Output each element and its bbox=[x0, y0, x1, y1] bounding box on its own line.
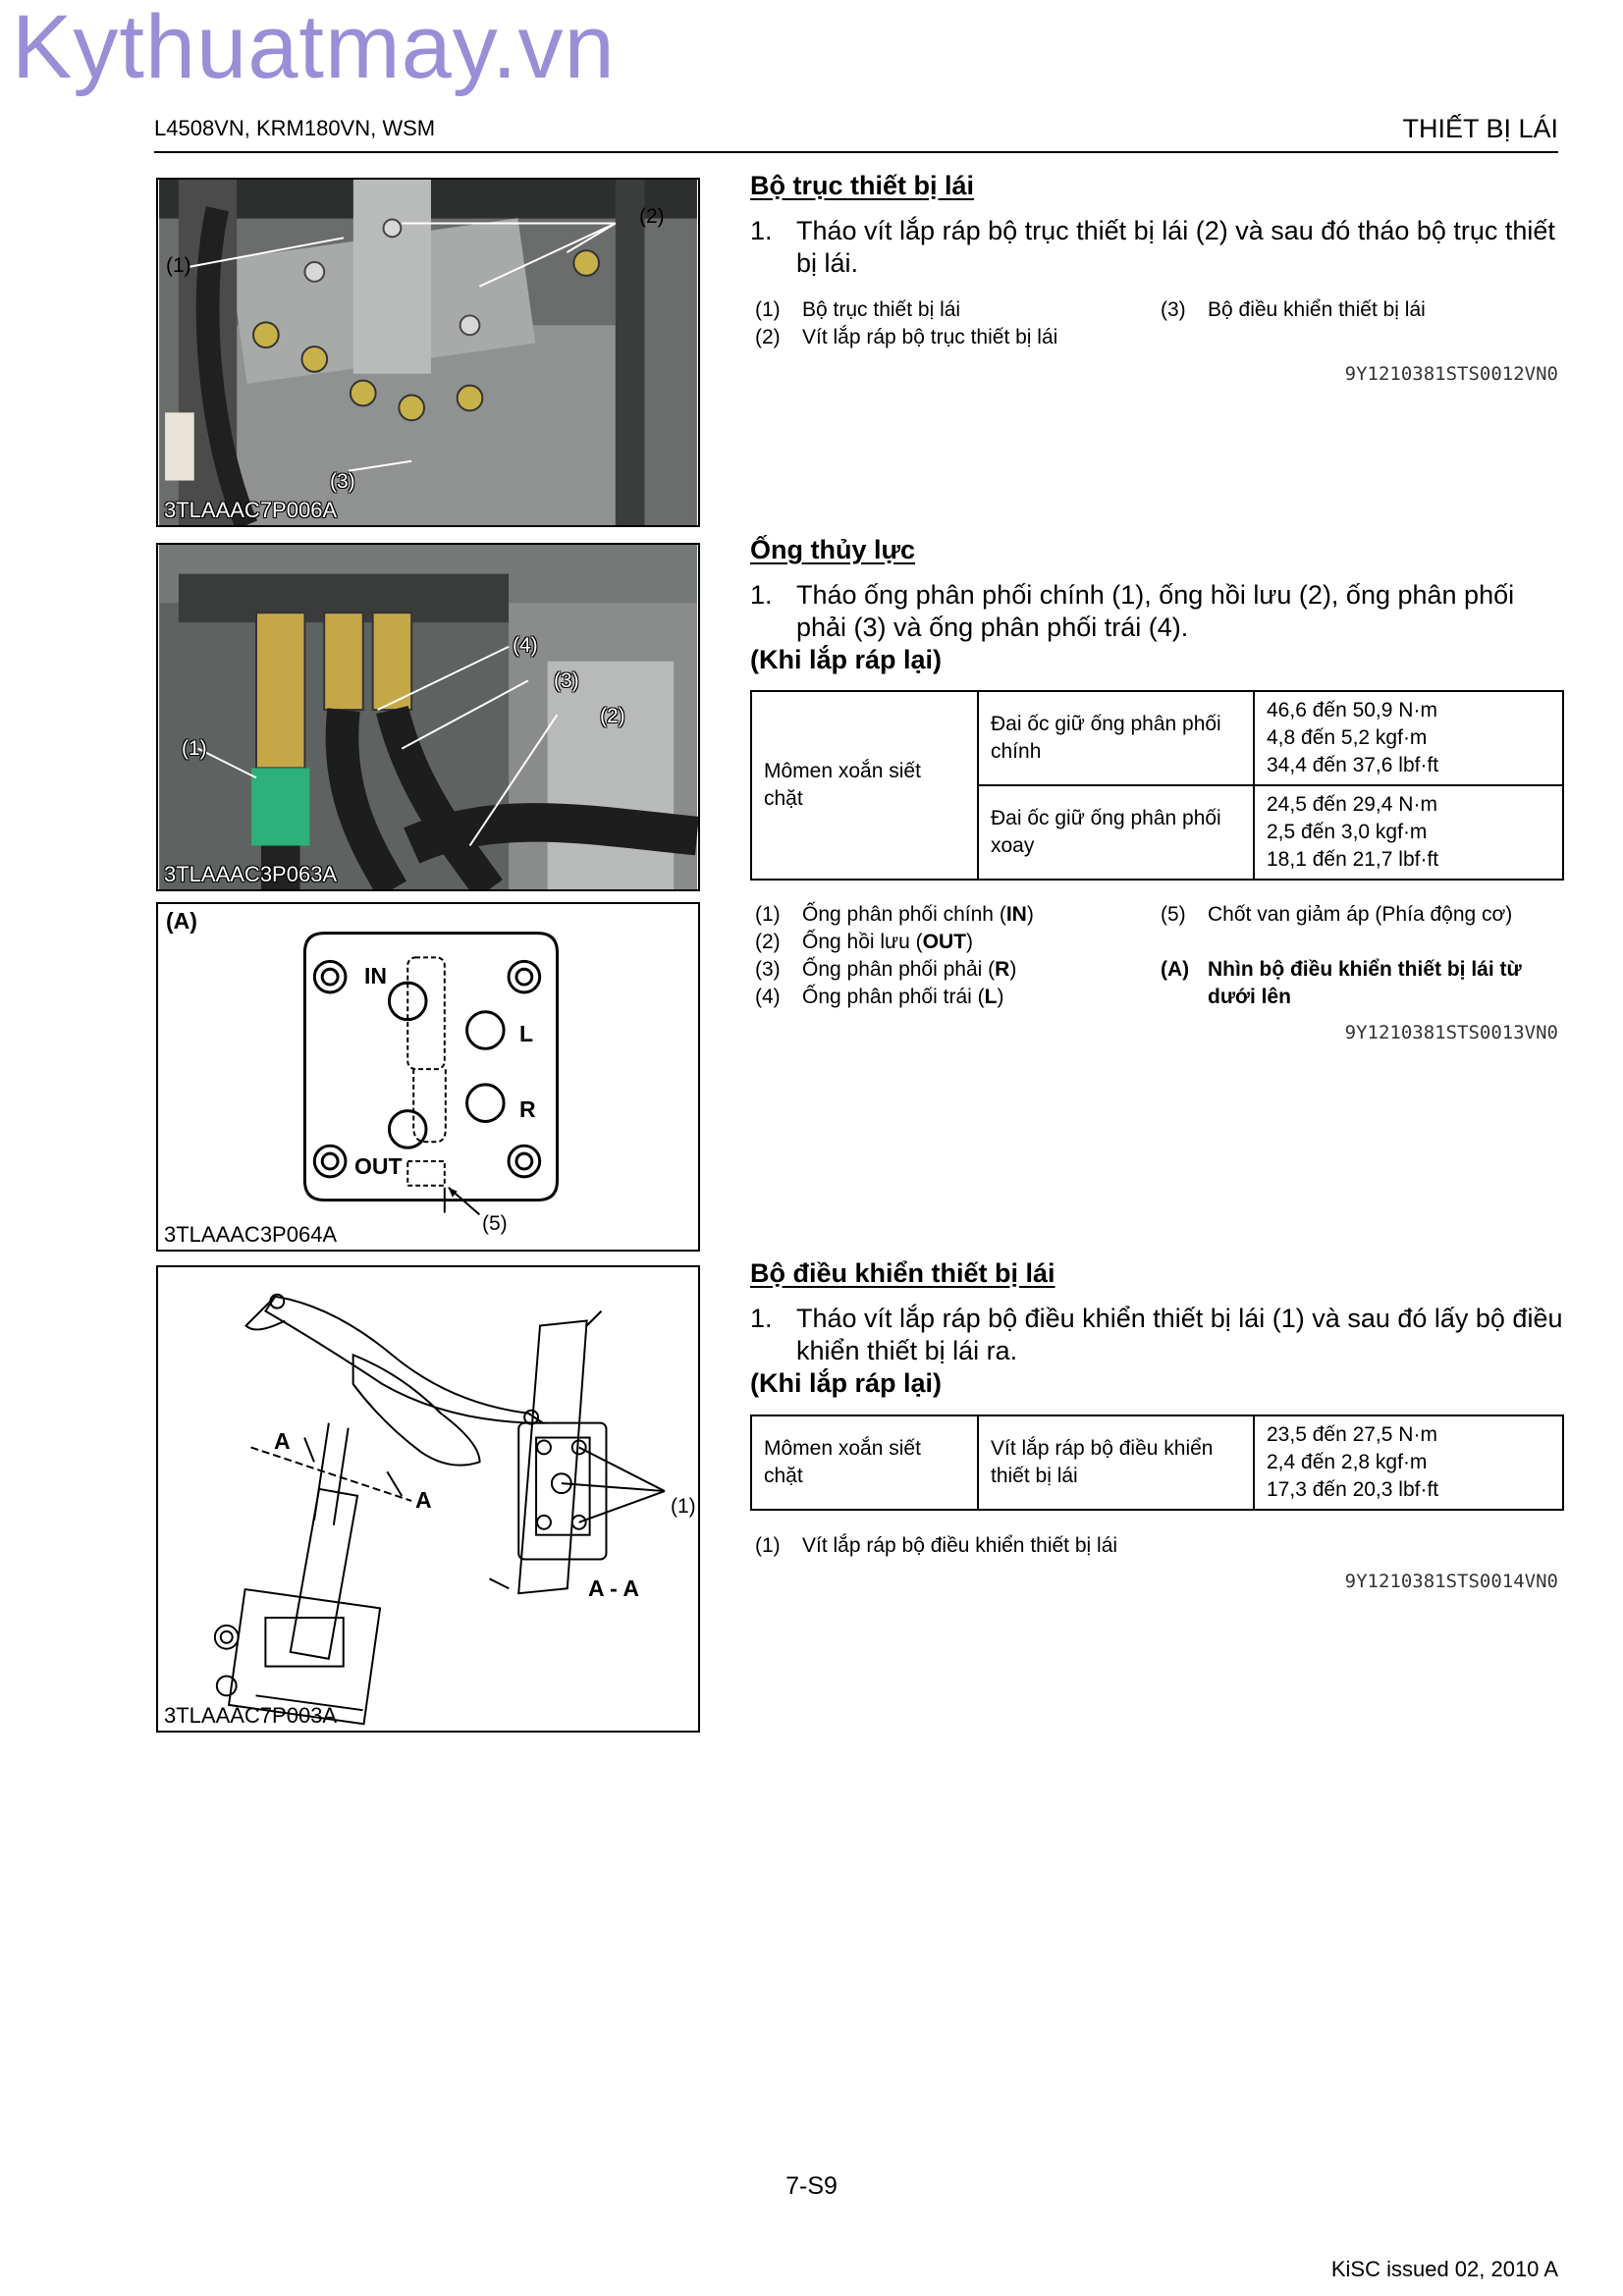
section-label: A - A bbox=[588, 1575, 639, 1601]
step-number: 1. bbox=[750, 580, 773, 610]
legend-item: (1) Ống phân phối chính (IN) bbox=[755, 903, 1034, 926]
figure-port-diagram bbox=[156, 902, 700, 1252]
legend-item: dưới lên bbox=[1208, 986, 1291, 1008]
legend-item: (2) Vít lắp ráp bộ trục thiết bị lái bbox=[755, 326, 1058, 348]
legend-item: (A) Nhìn bộ điều khiển thiết bị lái từ bbox=[1161, 958, 1522, 981]
section-marker-a-bottom: A bbox=[415, 1487, 432, 1513]
callout-2: (2) bbox=[600, 705, 625, 727]
port-out-label: OUT bbox=[354, 1153, 403, 1179]
legend-item: (3) Bộ điều khiển thiết bị lái bbox=[1161, 298, 1426, 321]
reassembly-heading: (Khi lắp ráp lại) bbox=[750, 1368, 943, 1398]
callout-4: (4) bbox=[513, 634, 538, 657]
step-text: Tháo ống phân phối chính (1), ống hồi lưu (2), ống phân phối phải (3) và ống phân phối trái (4). bbox=[796, 580, 1515, 642]
legend-left bbox=[755, 296, 1148, 351]
figure-steering-controller-drawing bbox=[156, 1265, 700, 1733]
legend-item: (1) Vít lắp ráp bộ điều khiển thiết bị lái bbox=[755, 1534, 1118, 1557]
torque-label: Mômen xoắn siết chặt bbox=[751, 1415, 978, 1510]
figure-code: 3TLAAAC3P063A bbox=[164, 862, 338, 886]
callout-3: (3) bbox=[554, 669, 579, 692]
legend-item: (3) Ống phân phối phải (R) bbox=[755, 958, 1017, 981]
step-number: 1. bbox=[750, 1304, 773, 1333]
section-title-hydraulic-hose: Ống thủy lực bbox=[750, 535, 916, 564]
steering-shaft-illustration bbox=[158, 180, 698, 525]
port-r-label: R bbox=[519, 1096, 536, 1122]
legend-item: (4) Ống phân phối trái (L) bbox=[755, 986, 1004, 1008]
port-in-label: IN bbox=[364, 963, 387, 988]
figure-code: 3TLAAAC7P006A bbox=[164, 498, 338, 522]
step-text: Tháo vít lắp ráp bộ điều khiển thiết bị lái (1) và sau đó lấy bộ điều khiển thiết bị lái ra. bbox=[796, 1304, 1563, 1365]
issue-note: KiSC issued 02, 2010 A bbox=[1330, 2257, 1558, 2281]
reference-code: 9Y1210381STS0012VN0 bbox=[1344, 363, 1558, 385]
figure-steering-shaft-photo bbox=[156, 178, 700, 527]
torque-values: 23,5 đến 27,5 N·m 2,4 đến 2,8 kgf·m 17,3 đến 20,3 lbf·ft bbox=[1254, 1415, 1563, 1510]
torque-table bbox=[750, 690, 1564, 881]
section-marker-a-top: A bbox=[274, 1428, 291, 1454]
legend-left bbox=[755, 901, 1148, 1011]
figure-hydraulic-hoses-photo bbox=[156, 543, 700, 891]
step-1 bbox=[750, 215, 1567, 280]
watermark: Kythuatmay.vn bbox=[12, 0, 616, 97]
step-text: Tháo vít lắp ráp bộ trục thiết bị lái (2) và sau đó tháo bộ trục thiết bị lái. bbox=[796, 216, 1555, 278]
step-1 bbox=[750, 579, 1567, 644]
torque-table bbox=[750, 1415, 1564, 1511]
callout-1: (1) bbox=[671, 1495, 696, 1518]
callout-1: (1) bbox=[182, 737, 207, 760]
legend bbox=[755, 1532, 1246, 1560]
view-label: (A) bbox=[166, 908, 197, 934]
legend-item: (1) Bộ trục thiết bị lái bbox=[755, 298, 961, 321]
torque-item: Đai ốc giữ ống phân phối xoay bbox=[978, 785, 1254, 880]
document-id: L4508VN, KRM180VN, WSM bbox=[154, 116, 436, 140]
callout-1: (1) bbox=[166, 254, 191, 277]
section-title-steering-shaft: Bộ trục thiết bị lái bbox=[750, 171, 975, 200]
torque-item: Đai ốc giữ ống phân phối chính bbox=[978, 691, 1254, 785]
torque-values: 46,6 đến 50,9 N·m 4,8 đến 5,2 kgf·m 34,4 đến 37,6 lbf·ft bbox=[1254, 691, 1563, 785]
callout-5: (5) bbox=[482, 1212, 508, 1235]
step-number: 1. bbox=[750, 216, 773, 245]
legend-item: (2) Ống hồi lưu (OUT) bbox=[755, 931, 973, 953]
callout-3: (3) bbox=[330, 470, 355, 493]
section-title-steering-controller: Bộ điều khiển thiết bị lái bbox=[750, 1258, 1055, 1288]
torque-label: Mômen xoắn siết chặt bbox=[751, 691, 978, 880]
legend-right bbox=[1161, 901, 1563, 1011]
table-row bbox=[751, 1415, 1563, 1510]
torque-item: Vít lắp ráp bộ điều khiển thiết bị lái bbox=[978, 1415, 1254, 1510]
reassembly-heading: (Khi lắp ráp lại) bbox=[750, 645, 943, 674]
legend-item: (5) Chốt van giảm áp (Phía động cơ) bbox=[1161, 903, 1513, 926]
reference-code: 9Y1210381STS0013VN0 bbox=[1344, 1022, 1558, 1043]
header-rule bbox=[154, 151, 1558, 153]
chapter-title: THIẾT BỊ LÁI bbox=[1402, 114, 1558, 143]
reference-code: 9Y1210381STS0014VN0 bbox=[1344, 1571, 1558, 1592]
page-number: 7-S9 bbox=[785, 2172, 838, 2200]
steering-controller-port-diagram bbox=[158, 904, 698, 1250]
figure-code: 3TLAAAC7P003A bbox=[164, 1703, 338, 1728]
callout-2: (2) bbox=[639, 205, 665, 228]
step-1 bbox=[750, 1303, 1567, 1367]
port-l-label: L bbox=[519, 1021, 534, 1046]
legend-right bbox=[1161, 296, 1553, 324]
torque-values: 24,5 đến 29,4 N·m 2,5 đến 3,0 kgf·m 18,1 đến 21,7 lbf·ft bbox=[1254, 785, 1563, 880]
table-row bbox=[751, 691, 1563, 785]
figure-code: 3TLAAAC3P064A bbox=[164, 1222, 338, 1247]
